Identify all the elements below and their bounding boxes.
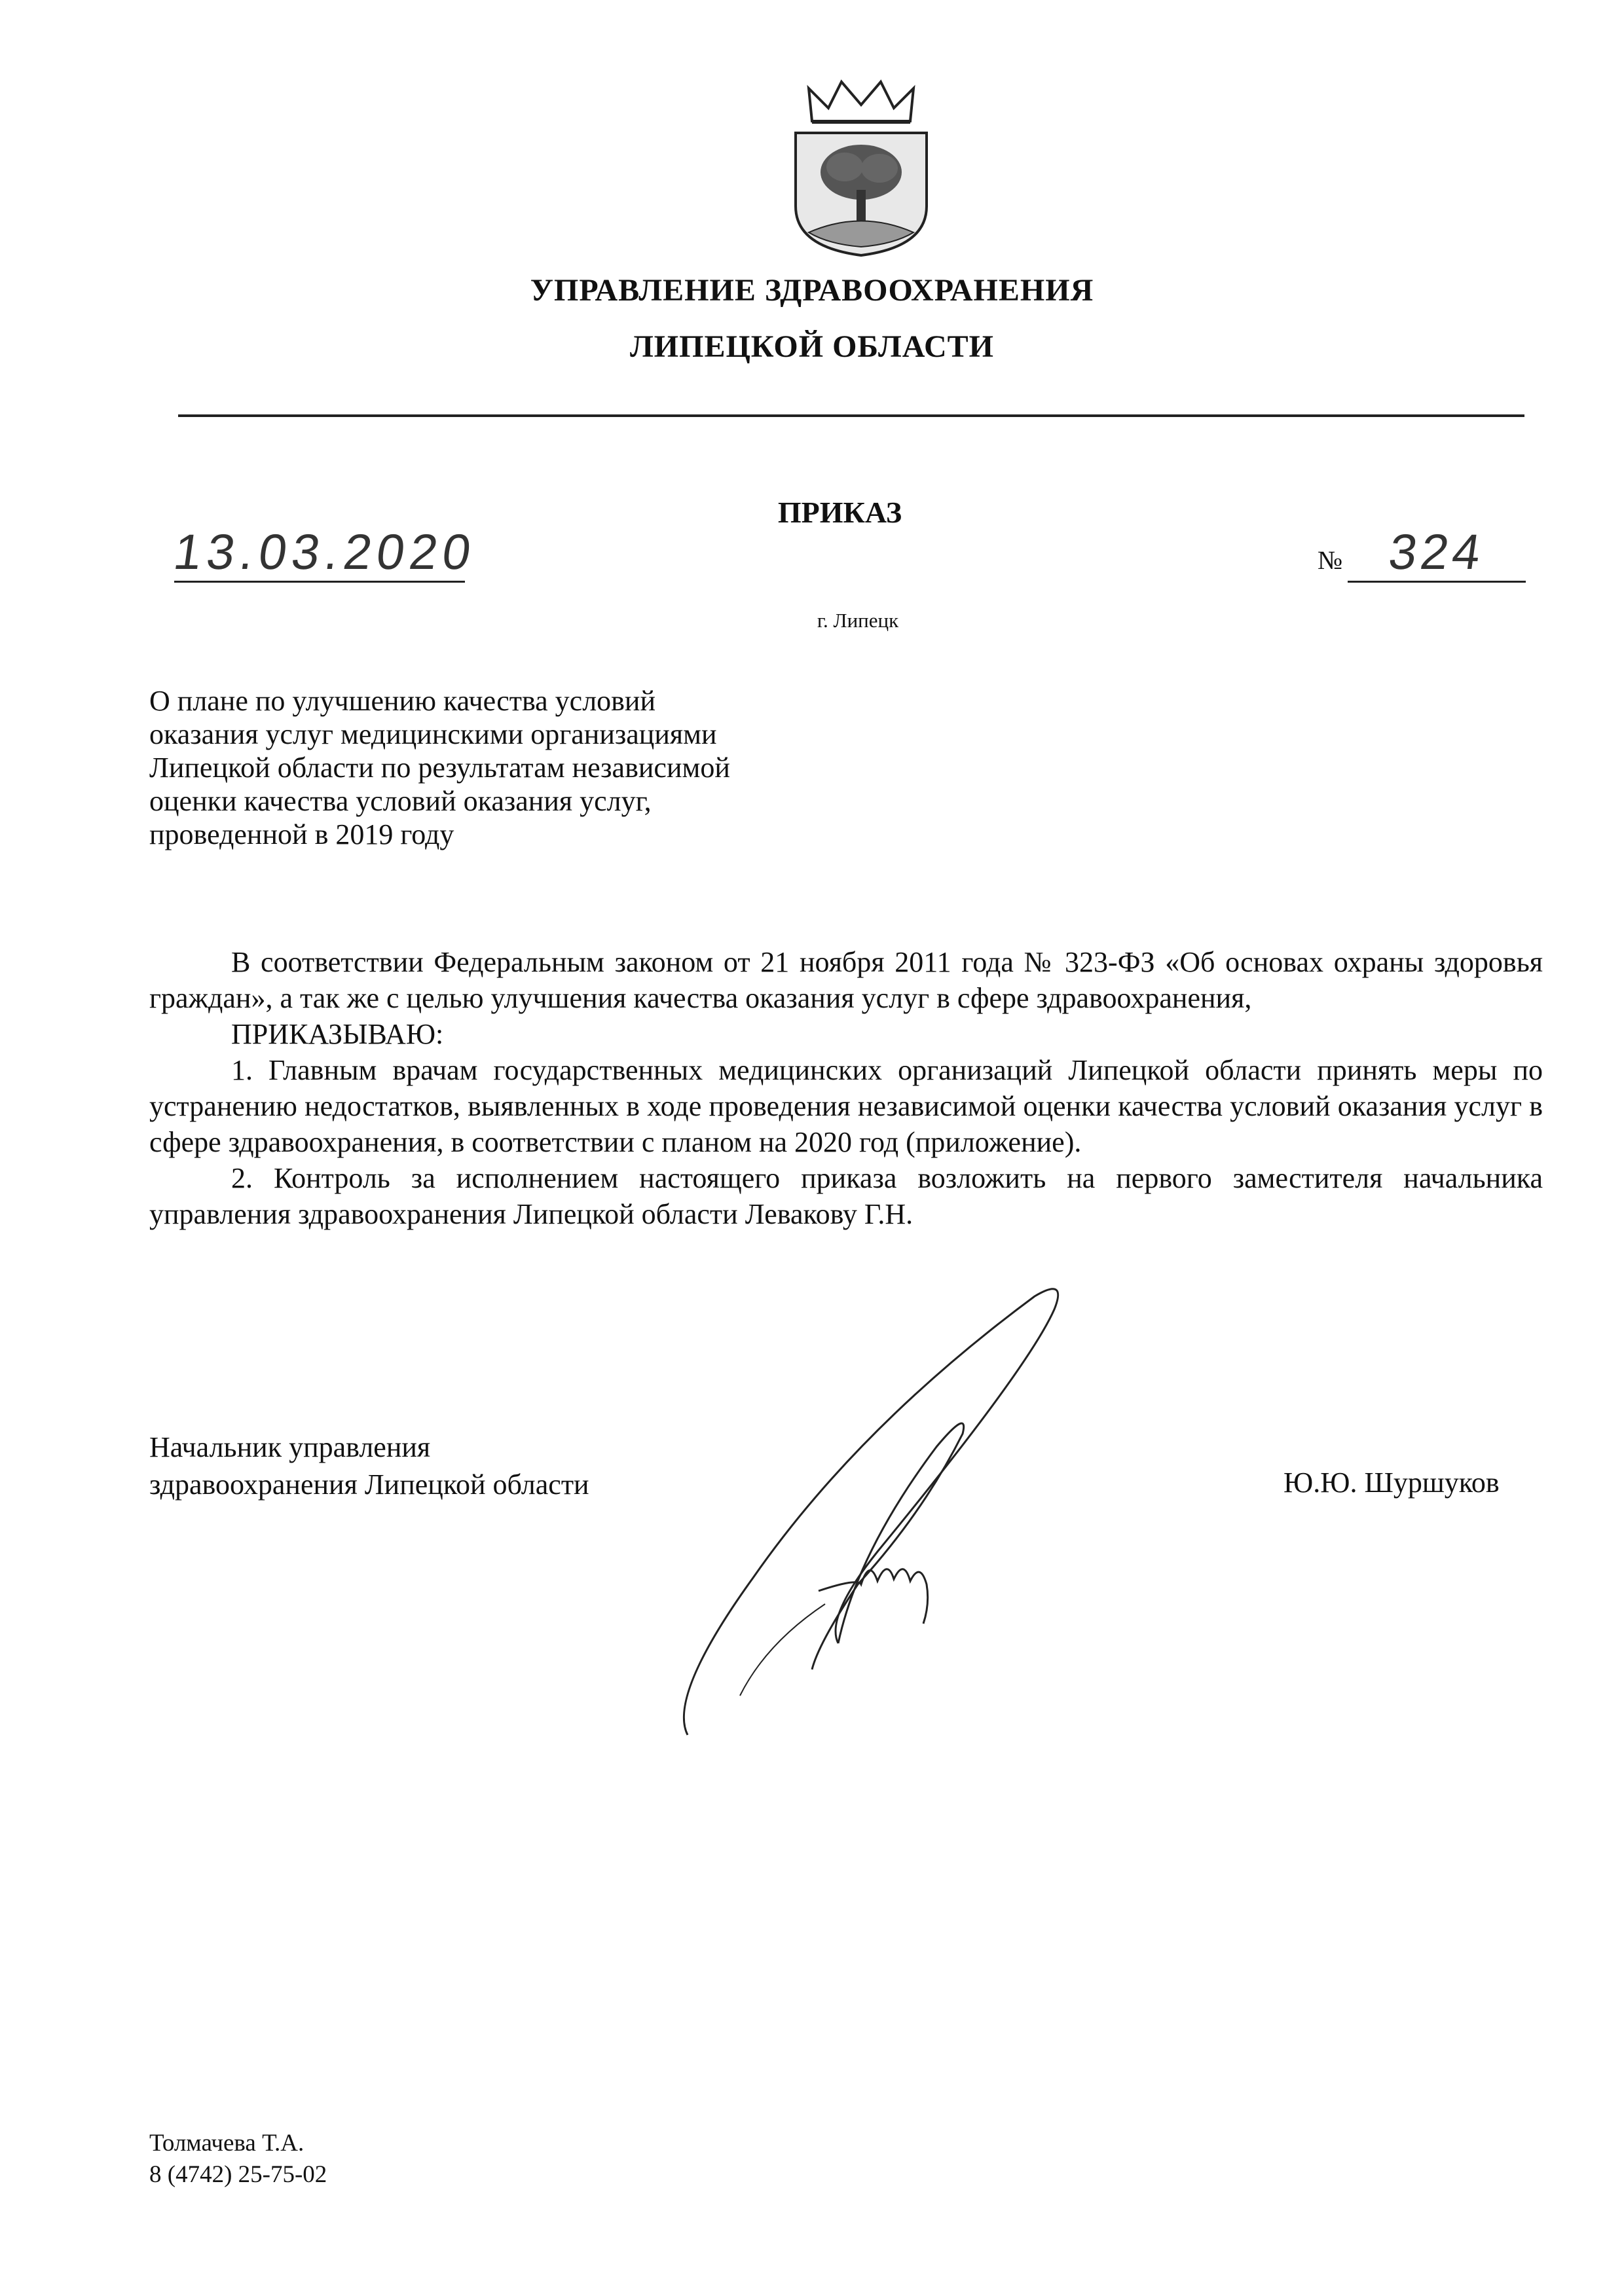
executor-info — [149, 2128, 327, 2191]
subject-line: проведенной в 2019 году — [149, 818, 454, 850]
document-subject — [149, 684, 902, 851]
coat-of-arms-icon — [783, 75, 940, 259]
subject-line: оказания услуг медицинскими организациями — [149, 718, 717, 750]
document-type-title: ПРИКАЗ — [777, 496, 902, 529]
signatory-position-line-2: здравоохранения Липецкой области — [149, 1468, 589, 1501]
date-field — [170, 520, 480, 583]
order-word: ПРИКАЗЫВАЮ: — [231, 1018, 444, 1050]
executor-phone: 8 (4742) 25-75-02 — [149, 2161, 327, 2188]
signatory-position — [149, 1429, 589, 1503]
signatory-name: Ю.Ю. Шуршуков — [1283, 1467, 1500, 1499]
document-number: 324 — [1385, 524, 1488, 580]
organization-name-line-2: ЛИПЕЦКОЙ ОБЛАСТИ — [630, 329, 994, 364]
subject-line: О плане по улучшению качества условий — [149, 685, 656, 717]
header-divider — [178, 414, 1524, 417]
handwritten-signature — [661, 1277, 1080, 1748]
executor-name: Толмачева Т.А. — [149, 2130, 304, 2157]
order-item-1: 1. Главным врачам государственных медицинских организаций Липецкой области принять меры по устранению недостатков, выявленных в ходе проведения независимой оценки качества условий оказания услуг в сфере здравоохранения, в соответствии с планом на 2020 год (приложение). — [149, 1054, 1543, 1158]
subject-line: Липецкой области по результатам независимой — [149, 752, 730, 784]
order-item-2: 2. Контроль за исполнением настоящего приказа возложить на первого заместителя начальника управления здравоохранения Липецкой области Левакову Г.Н. — [149, 1162, 1543, 1230]
signatory-position-line-1: Начальник управления — [149, 1431, 431, 1463]
organization-name-line-1: УПРАВЛЕНИЕ ЗДРАВООХРАНЕНИЯ — [530, 273, 1094, 308]
subject-line: оценки качества условий оказания услуг, — [149, 785, 652, 817]
number-sign: № — [1318, 545, 1343, 575]
document-date: 13.03.2020 — [170, 524, 480, 580]
document-city: г. Липецк — [817, 609, 899, 632]
body-intro-paragraph: В соответствии Федеральным законом от 21 ноября 2011 года № 323-ФЗ «Об основах охраны здоровья граждан», а так же с целью улучшения качества оказания услуг в сфере здравоохранения, — [149, 946, 1543, 1014]
document-body — [149, 944, 1543, 1232]
number-field — [1348, 520, 1526, 583]
